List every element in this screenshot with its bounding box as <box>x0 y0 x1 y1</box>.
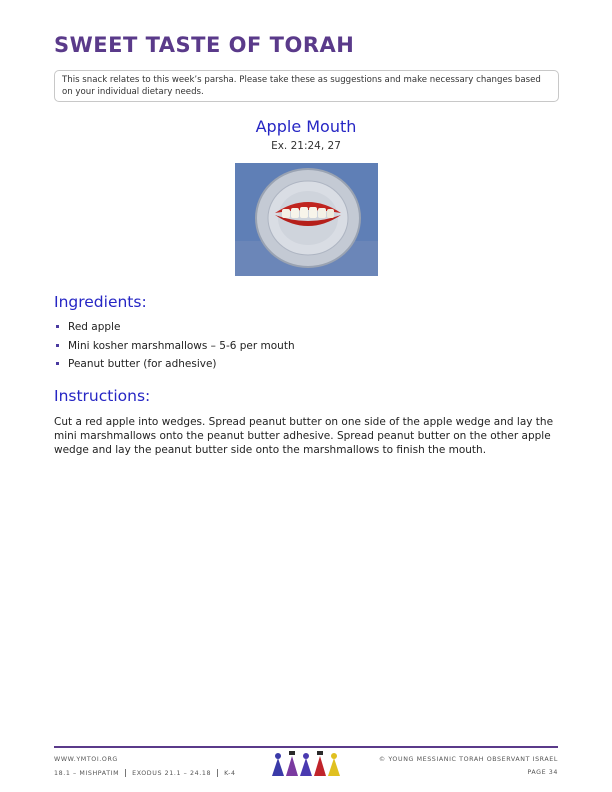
bullet-icon <box>56 325 59 328</box>
list-item <box>54 357 295 376</box>
ymtoi-logo-icon <box>270 748 346 778</box>
footer-copyright: © YOUNG MESSIANIC TORAH OBSERVANT ISRAEL <box>378 756 558 763</box>
apple-mouth-photo <box>235 163 378 276</box>
footer-age: K-4 <box>224 770 236 777</box>
footer-portion-info <box>54 769 236 777</box>
ingredients-list <box>54 320 295 376</box>
footer-separator <box>217 769 218 777</box>
ingredient-text: Peanut butter (for adhesive) <box>68 358 217 370</box>
page-title: SWEET TASTE OF TORAH <box>54 33 355 57</box>
footer-page-number: PAGE 34 <box>527 769 558 776</box>
list-item <box>54 339 295 358</box>
ingredient-text: Red apple <box>68 321 121 333</box>
recipe-title: Apple Mouth <box>255 117 357 136</box>
footer-separator <box>125 769 126 777</box>
footer-scripture: EXODUS 21.1 – 24.18 <box>132 770 212 777</box>
instructions-heading: Instructions: <box>54 387 151 405</box>
ingredient-text: Mini kosher marshmallows – 5-6 per mouth <box>68 339 295 352</box>
footer-portion: 18.1 – MISHPATIM <box>54 770 120 777</box>
note-box <box>54 70 559 102</box>
list-item <box>54 320 295 339</box>
footer-website[interactable]: WWW.YMTOI.ORG <box>54 756 118 763</box>
bullet-icon <box>56 344 59 347</box>
apple-mouth-illustration <box>235 163 378 276</box>
ingredients-heading: Ingredients: <box>54 293 147 311</box>
bullet-icon <box>56 362 59 365</box>
note-text: This snack relates to this week’s parsha. Please take these as suggestions and make necessary changes based on your individual dietary needs. <box>62 75 541 97</box>
instructions-text: Cut a red apple into wedges. Spread peanut butter on one side of the apple wedge and lay the mini marshmallows onto the peanut butter adhesive. Spread peanut butter on the other apple wedge and lay the peanut butter side onto the marshmallows to finish the mouth. <box>54 416 554 456</box>
recipe-reference: Ex. 21:24, 27 <box>271 140 341 152</box>
